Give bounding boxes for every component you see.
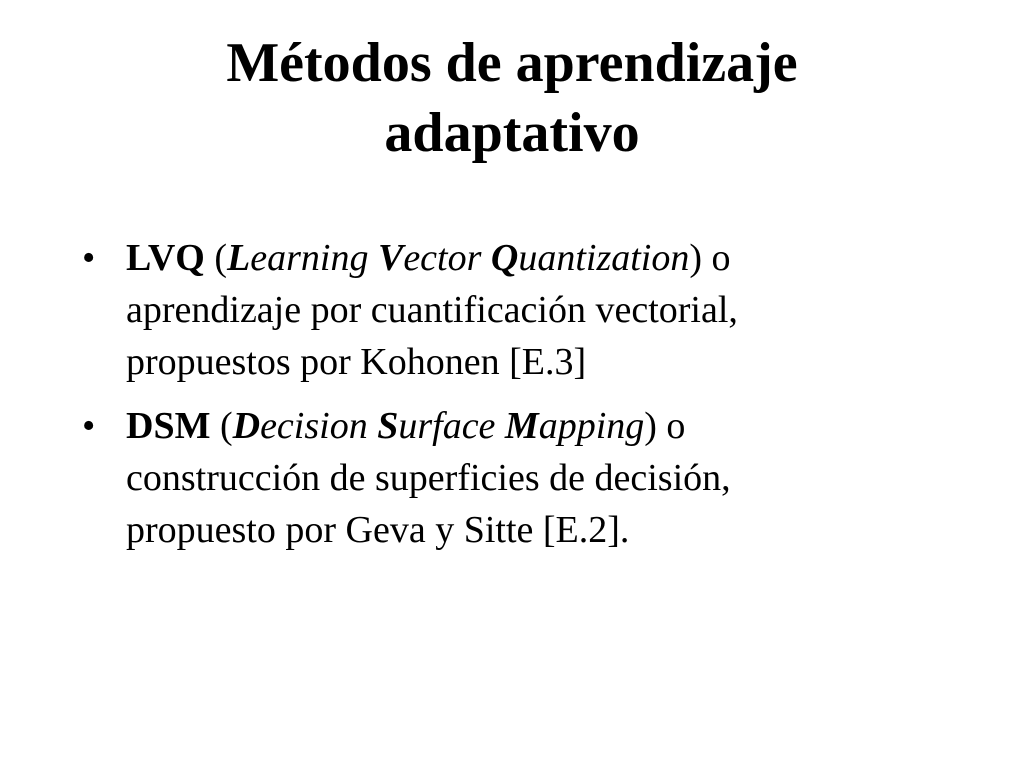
- bullet-dsm: [82, 400, 982, 556]
- word-rest: apping: [538, 405, 645, 447]
- initial-s: S: [377, 405, 399, 447]
- initial-l: L: [227, 237, 251, 279]
- bullet-dot-icon: •: [82, 237, 96, 279]
- expansion-dsm: [233, 405, 645, 447]
- initial-m: M: [504, 405, 539, 447]
- bullet-lvq-line-2: aprendizaje por cuantificación vectorial,: [126, 289, 738, 331]
- word-rest: ector: [403, 237, 491, 279]
- initial-d: D: [232, 405, 261, 447]
- paren-open: (: [210, 405, 233, 447]
- acronym-dsm: DSM: [126, 405, 211, 447]
- paren-open: (: [204, 237, 228, 279]
- bullet-lvq: [82, 232, 982, 388]
- title-line-1: Métodos de aprendizaje: [226, 32, 798, 94]
- word-rest: uantization: [518, 237, 690, 279]
- bullet-dsm-line-3: propuesto por Geva y Sitte [E.2].: [126, 509, 630, 551]
- word-rest: urface: [398, 405, 505, 447]
- initial-v: V: [377, 237, 404, 279]
- paren-close: ) o: [644, 405, 686, 447]
- initial-q: Q: [490, 237, 519, 279]
- bullet-dot-icon: •: [82, 405, 96, 447]
- bullet-list: [82, 232, 982, 568]
- slide-title: [0, 28, 1024, 168]
- bullet-lvq-line-1: [126, 232, 982, 284]
- title-line-2: adaptativo: [384, 102, 640, 164]
- paren-close: ) o: [689, 237, 731, 279]
- expansion-lvq: [227, 237, 689, 279]
- bullet-dsm-line-1: [126, 400, 982, 452]
- acronym-lvq: LVQ: [126, 237, 205, 279]
- word-rest: earning: [250, 237, 378, 279]
- bullet-dsm-line-2: construcción de superficies de decisión,: [126, 457, 731, 499]
- bullet-lvq-line-3: propuestos por Kohonen [E.3]: [126, 341, 587, 383]
- word-rest: ecision: [260, 405, 378, 447]
